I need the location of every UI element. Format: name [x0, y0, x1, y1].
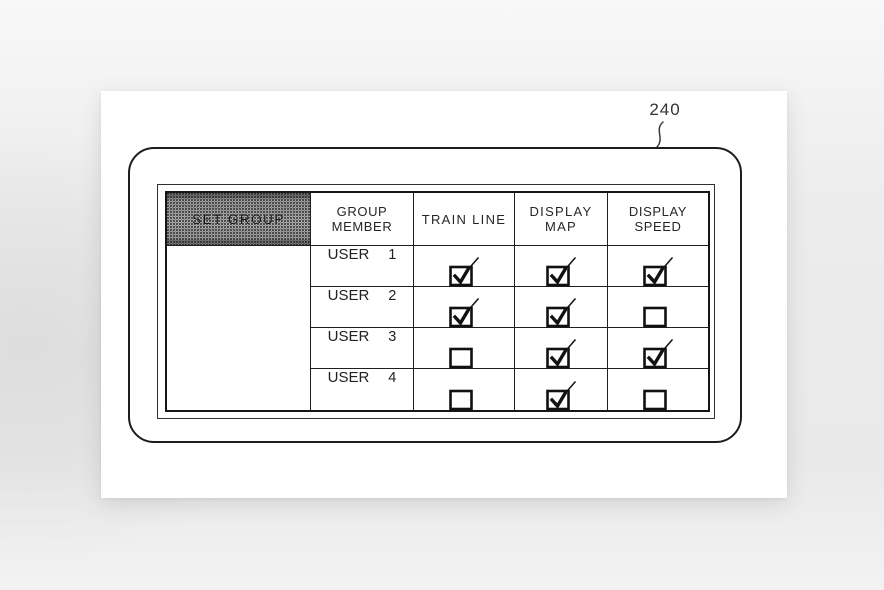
checkbox-user2-train-line[interactable] — [447, 296, 481, 328]
checkbox-cell — [515, 246, 608, 287]
checkbox-cell — [608, 328, 708, 369]
column-header-train-line: TRAIN LINE — [414, 193, 515, 246]
reference-number: 240 — [649, 100, 681, 119]
column-header-display-map: DISPLAY MAP — [515, 193, 608, 246]
checkbox-user3-display-speed[interactable] — [641, 337, 675, 369]
checkbox-cell — [414, 328, 515, 369]
checkbox-user4-train-line[interactable] — [447, 379, 481, 411]
column-header-group-member: GROUP MEMBER — [311, 193, 414, 246]
checkbox-user1-display-map[interactable] — [544, 255, 578, 287]
checkbox-cell — [515, 328, 608, 369]
row-label-user-3: USER 3 — [311, 328, 414, 369]
checkbox-user2-display-speed[interactable] — [641, 296, 675, 328]
checkbox-cell — [608, 246, 708, 287]
checkbox-cell — [608, 287, 708, 328]
patent-sheet — [101, 91, 787, 498]
checkbox-cell — [414, 246, 515, 287]
checkbox-user4-display-map[interactable] — [544, 379, 578, 411]
device-frame — [128, 147, 742, 443]
checkbox-cell — [515, 287, 608, 328]
checkbox-user1-train-line[interactable] — [447, 255, 481, 287]
checkbox-cell — [414, 369, 515, 410]
set-group-button[interactable] — [167, 193, 311, 246]
checkbox-cell — [515, 369, 608, 410]
screen-bezel — [157, 184, 715, 419]
checkbox-cell — [414, 287, 515, 328]
checkbox-user3-display-map[interactable] — [544, 337, 578, 369]
row-label-user-4: USER 4 — [311, 369, 414, 410]
row-label-user-2: USER 2 — [311, 287, 414, 328]
settings-table — [165, 191, 710, 412]
column-header-display-speed: DISPLAY SPEED — [608, 193, 708, 246]
row-label-user-1: USER 1 — [311, 246, 414, 287]
checkbox-cell — [608, 369, 708, 410]
checkbox-user3-train-line[interactable] — [447, 337, 481, 369]
set-group-body-cell — [167, 246, 311, 410]
checkbox-user2-display-map[interactable] — [544, 296, 578, 328]
checkbox-user1-display-speed[interactable] — [641, 255, 675, 287]
set-group-label: SET GROUP — [192, 211, 285, 227]
checkbox-user4-display-speed[interactable] — [641, 379, 675, 411]
